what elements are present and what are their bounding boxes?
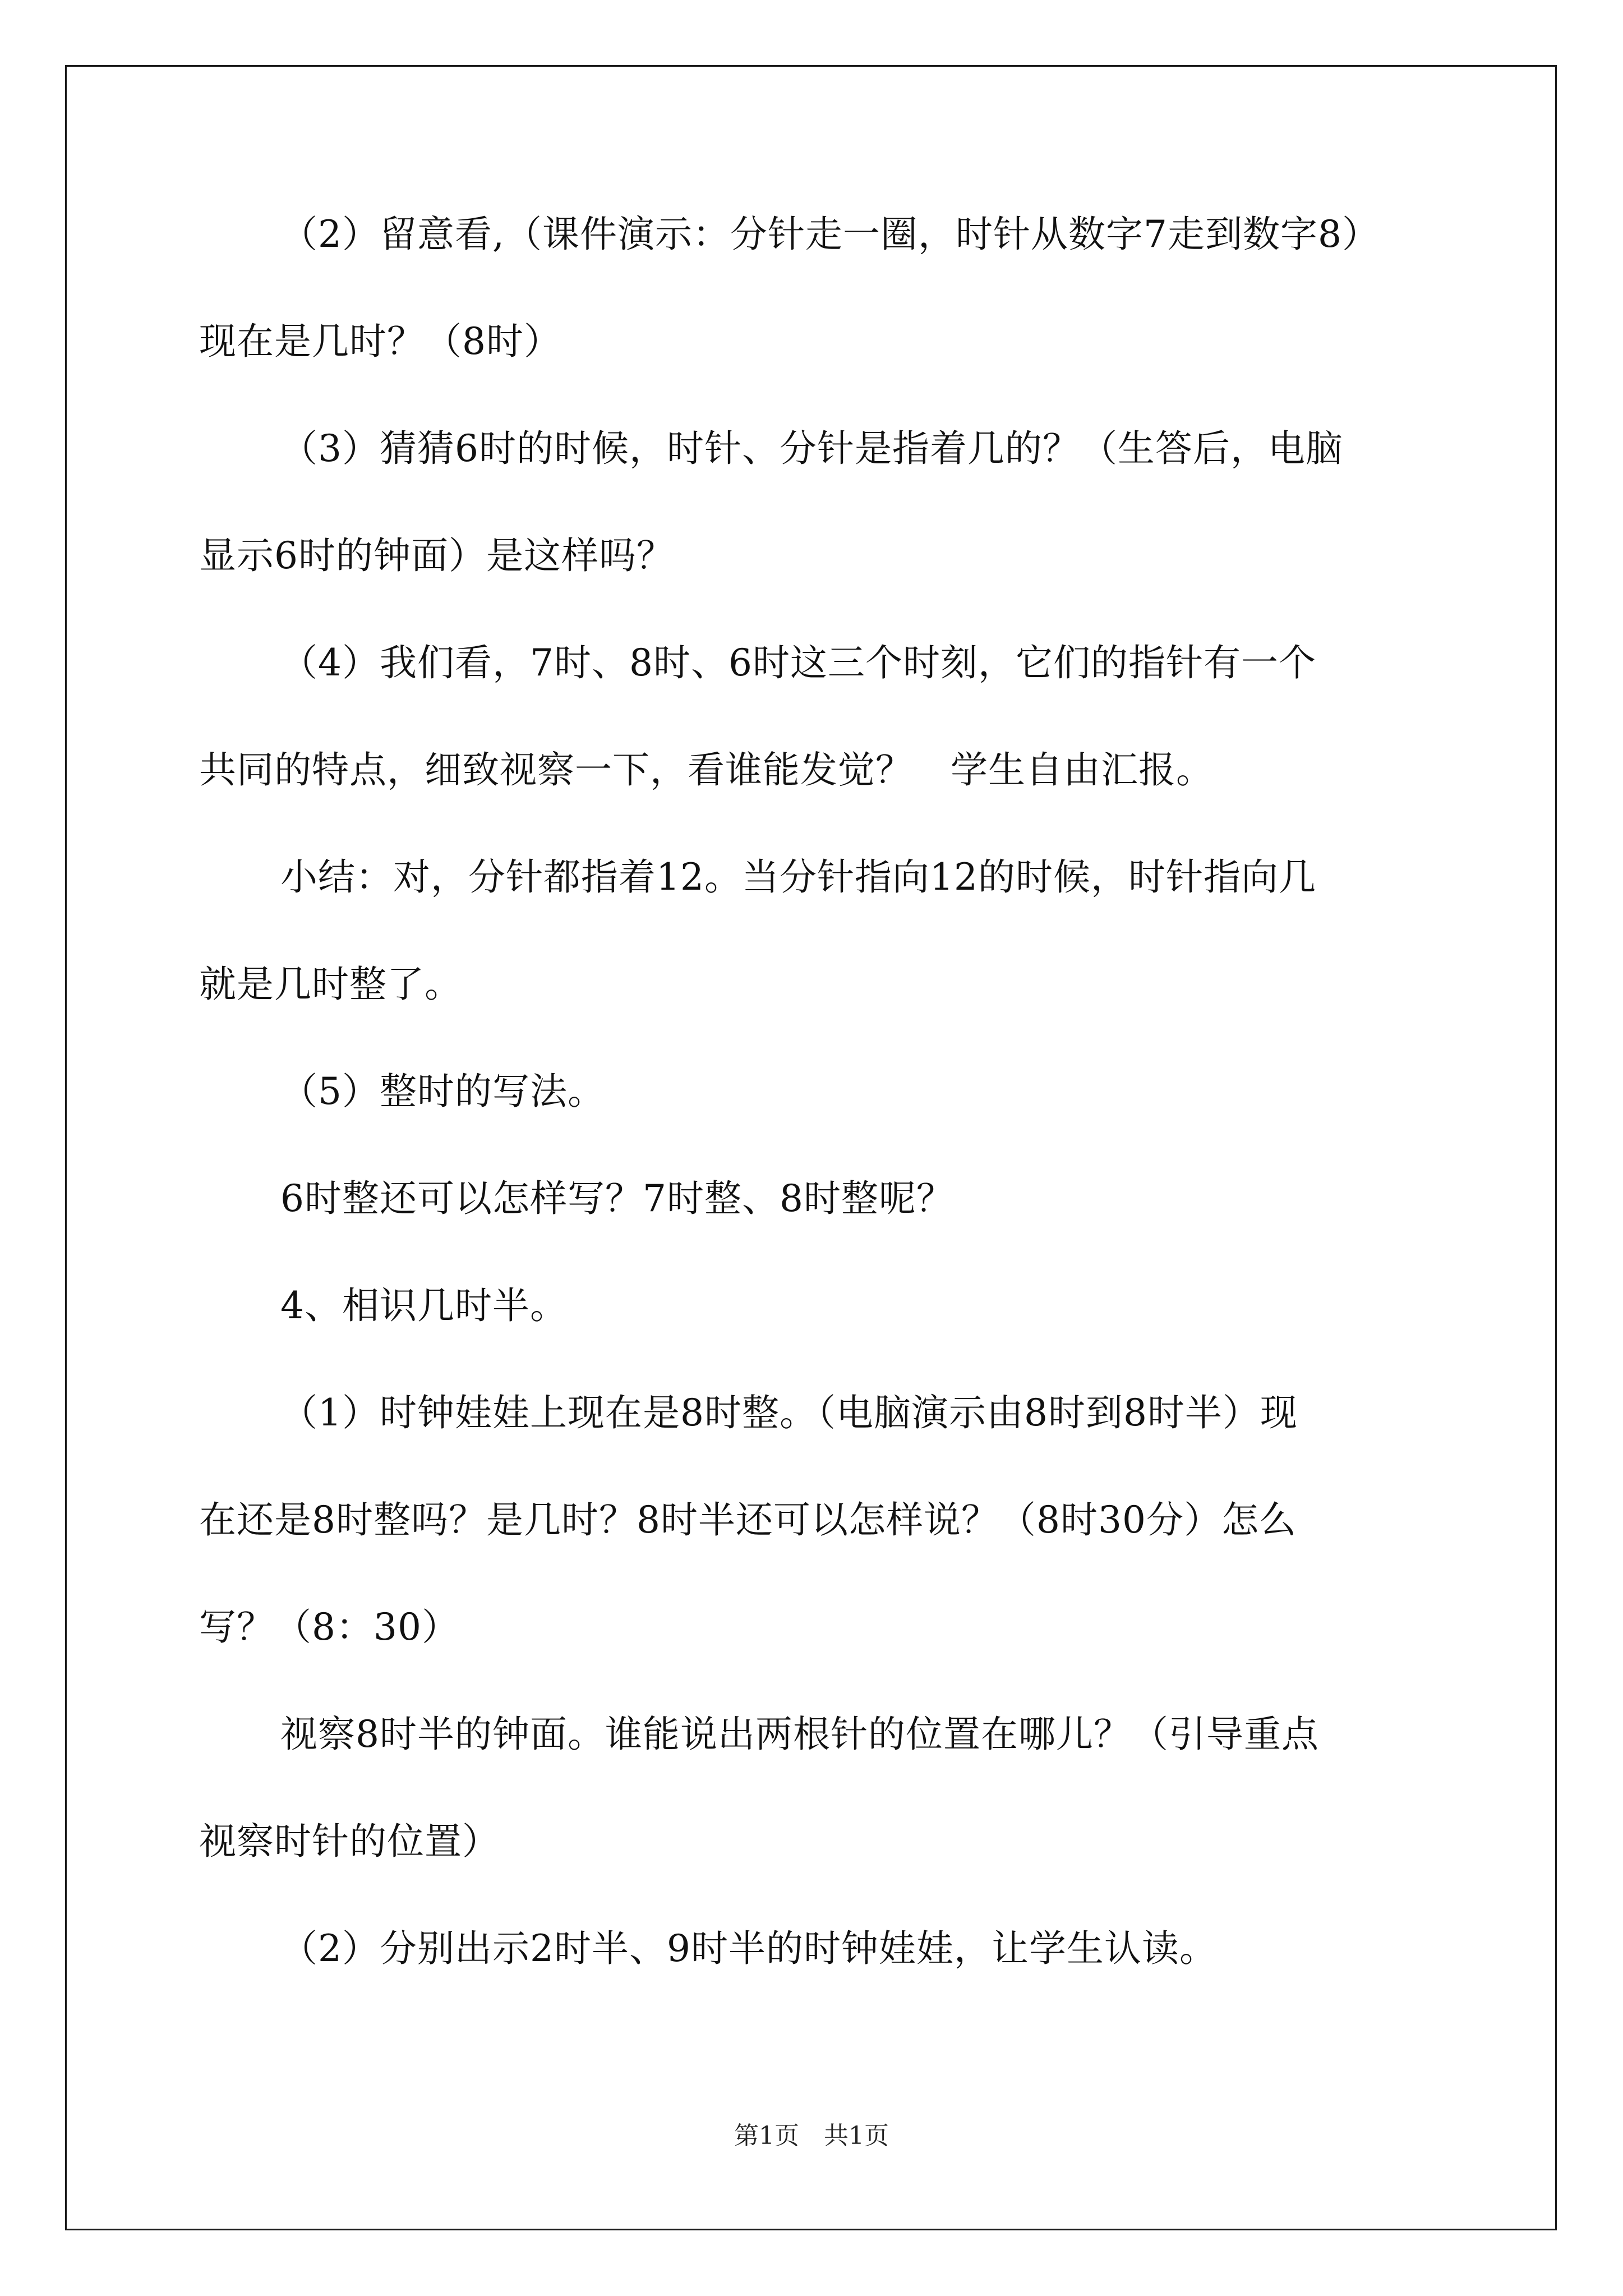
page-number-footer: 第1页 共1页 xyxy=(734,2122,889,2150)
text-line: 视察8时半的钟面。谁能说出两根针的位置在哪儿？（引导重点 xyxy=(280,1713,1319,1756)
text-line: （3）猜猜6时的时候，时针、分针是指着几的？（生答后，电脑 xyxy=(280,427,1343,470)
text-line: 4、相识几时半。 xyxy=(280,1284,568,1327)
text-line: 显示6时的钟面）是这样吗？ xyxy=(199,534,674,577)
text-line: 现在是几时？（8时） xyxy=(199,320,561,363)
text-line: （5）整时的写法。 xyxy=(280,1070,605,1113)
page-border xyxy=(65,65,1557,2230)
text-line: 6时整还可以怎样写？7时整、8时整呢？ xyxy=(280,1177,954,1220)
text-line: 共同的特点，细致视察一下，看谁能发觉？ 学生自由汇报。 xyxy=(199,748,1214,792)
text-line: 视察时针的位置） xyxy=(199,1820,500,1863)
text-line: （2）留意看,（课件演示：分针走一圈，时针从数字7走到数字8） xyxy=(280,213,1380,256)
text-line: （1）时钟娃娃上现在是8时整。（电脑演示由8时到8时半）现 xyxy=(280,1391,1298,1434)
text-line: 写？（8：30） xyxy=(199,1605,459,1649)
text-line: （4）我们看，7时、8时、6时这三个时刻，它们的指针有一个 xyxy=(280,641,1316,684)
text-line: （2）分别出示2时半、9时半的时钟娃娃，让学生认读。 xyxy=(280,1927,1217,1970)
text-line: 小结：对，分针都指着12。当分针指向12的时候，时针指向几 xyxy=(280,855,1316,899)
text-line: 在还是8时整吗？是几时？8时半还可以怎样说？（8时30分）怎么 xyxy=(199,1498,1297,1542)
text-line: 就是几时整了。 xyxy=(199,963,462,1006)
